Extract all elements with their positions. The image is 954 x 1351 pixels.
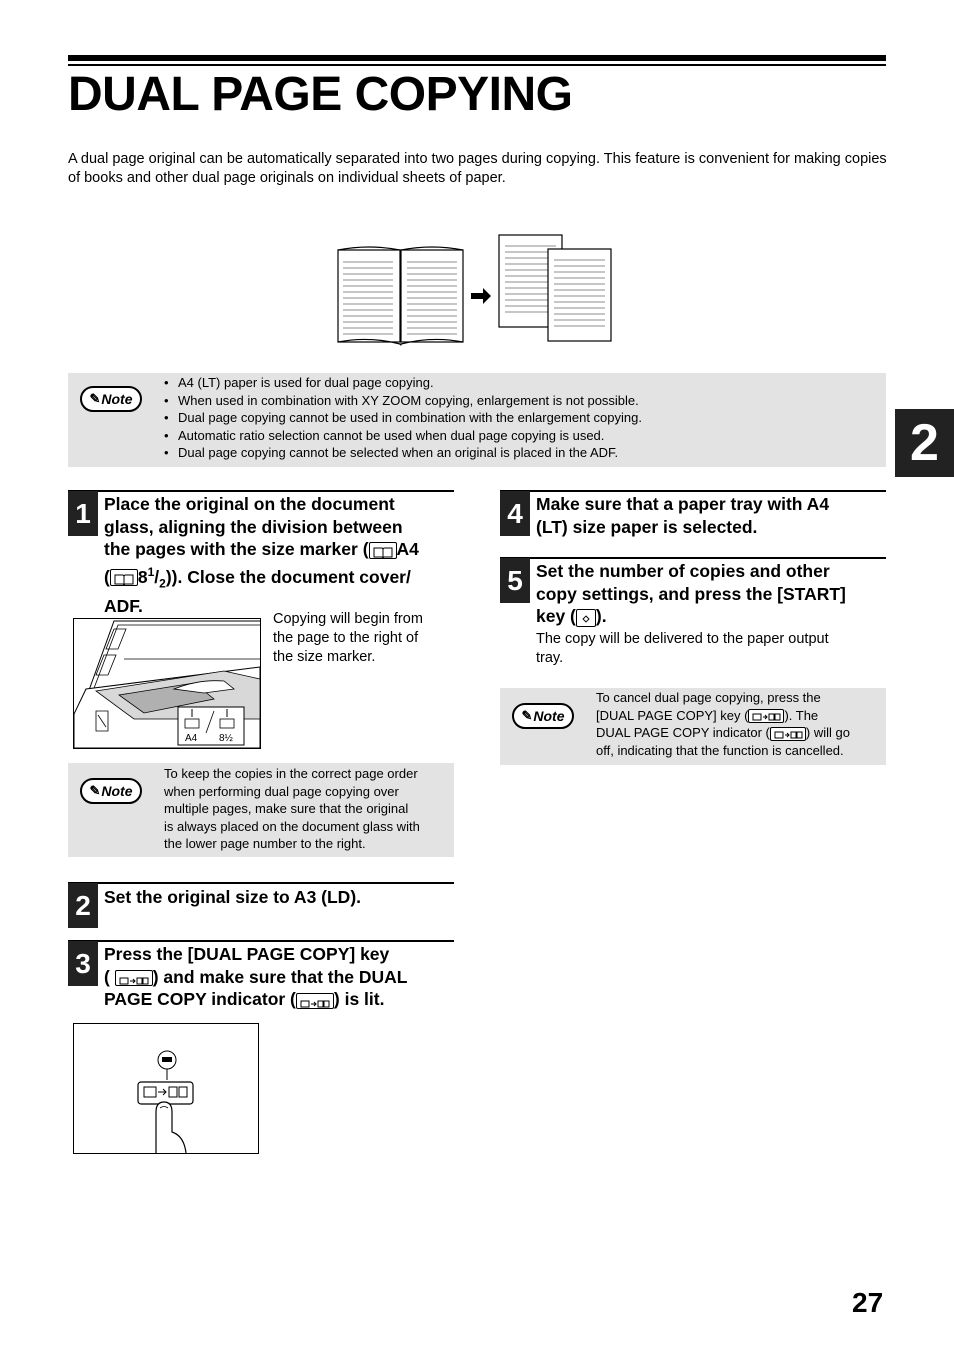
note-badge: ✎ Note	[512, 703, 574, 729]
chapter-tab: 2	[895, 409, 954, 477]
note-item: • Dual page copying cannot be used in combination with the enlargement copying.	[164, 409, 642, 427]
dual-page-copy-key-icon	[115, 970, 153, 986]
book-marker-icon	[369, 542, 397, 559]
dual-page-copy-key-icon	[748, 709, 784, 723]
note-badge: ✎ Note	[80, 386, 142, 412]
pencil-icon: ✎	[521, 708, 533, 723]
note-item: • Automatic ratio selection cannot be used when dual page copying is used.	[164, 427, 642, 445]
dual-page-key-illustration	[73, 1023, 259, 1154]
note-box-main	[68, 373, 886, 467]
note-box-cancel	[500, 688, 886, 765]
step-5-body: The copy will be delivered to the paper output tray.	[536, 631, 829, 666]
header-rule-thin	[68, 64, 886, 66]
step-4-rule	[500, 490, 886, 492]
dual-page-copy-indicator-icon	[296, 993, 334, 1009]
step-2-rule	[68, 882, 454, 884]
step-5-heading: Set the number of copies and other copy settings, and press the [START] key ( ).	[536, 561, 846, 627]
step-2-heading: Set the original size to A3 (LD).	[104, 887, 362, 907]
step-5-rule	[500, 557, 886, 559]
note-badge: ✎ Note	[80, 778, 142, 804]
document-glass-illustration	[73, 618, 261, 749]
note-item: • Dual page copying cannot be selected when an original is placed in the ADF.	[164, 444, 642, 462]
note-item: • A4 (LT) paper is used for dual page copying.	[164, 374, 642, 392]
header-rule-thick	[68, 55, 886, 61]
note-page-order-text: To keep the copies in the correct page order when performing dual page copying over multiple pages, make sure that the original is always placed on the document glass with the lower page number to the right.	[164, 766, 420, 852]
size-marker-8-half: 8½	[219, 733, 233, 744]
start-key-icon	[576, 609, 596, 627]
dual-page-copy-indicator-icon	[770, 727, 806, 741]
step-1-rule	[68, 490, 454, 492]
step-5-number: 5	[500, 558, 530, 603]
size-marker-a4: A4	[185, 733, 198, 744]
pencil-icon: ✎	[89, 391, 101, 406]
step-3-number: 3	[68, 941, 98, 986]
step-1-number: 1	[68, 491, 98, 536]
page-title: DUAL PAGE COPYING	[68, 68, 573, 121]
step-1-body: Copying will begin from the page to the right of the size marker.	[273, 611, 423, 665]
step-3-heading: Press the [DUAL PAGE COPY] key ( ) and make sure that the DUAL PAGE COPY indicator ( ) is lit.	[104, 944, 408, 1010]
book-marker-icon	[110, 569, 138, 586]
step-2-number: 2	[68, 883, 98, 928]
intro-paragraph: A dual page original can be automatically separated into two pages during copying. This feature is convenient for making copies of books and other dual page originals on individual sheets of paper.	[68, 151, 887, 186]
note-list	[164, 374, 642, 462]
page-number: 27	[852, 1287, 884, 1318]
pencil-icon: ✎	[89, 783, 101, 798]
step-3-rule	[68, 940, 454, 942]
note-cancel-text: To cancel dual page copying, press the [DUAL PAGE COPY] key ( ). The DUAL PAGE COPY indicator ( ) will go off, indicating that the function is cancelled.	[596, 690, 850, 758]
step-4-number: 4	[500, 491, 530, 536]
note-box-page-order	[68, 763, 454, 857]
step-1-heading: Place the original on the document glass, aligning the division between the pages with the size marker ( A4 ( $8^1/_2$)). Close the document cover/ ADF.	[104, 494, 419, 616]
step-4-heading: Make sure that a paper tray with A4 (LT) size paper is selected.	[536, 494, 830, 537]
note-item: • When used in combination with XY ZOOM copying, enlargement is not possible.	[164, 392, 642, 410]
dual-page-illustration	[335, 232, 620, 350]
